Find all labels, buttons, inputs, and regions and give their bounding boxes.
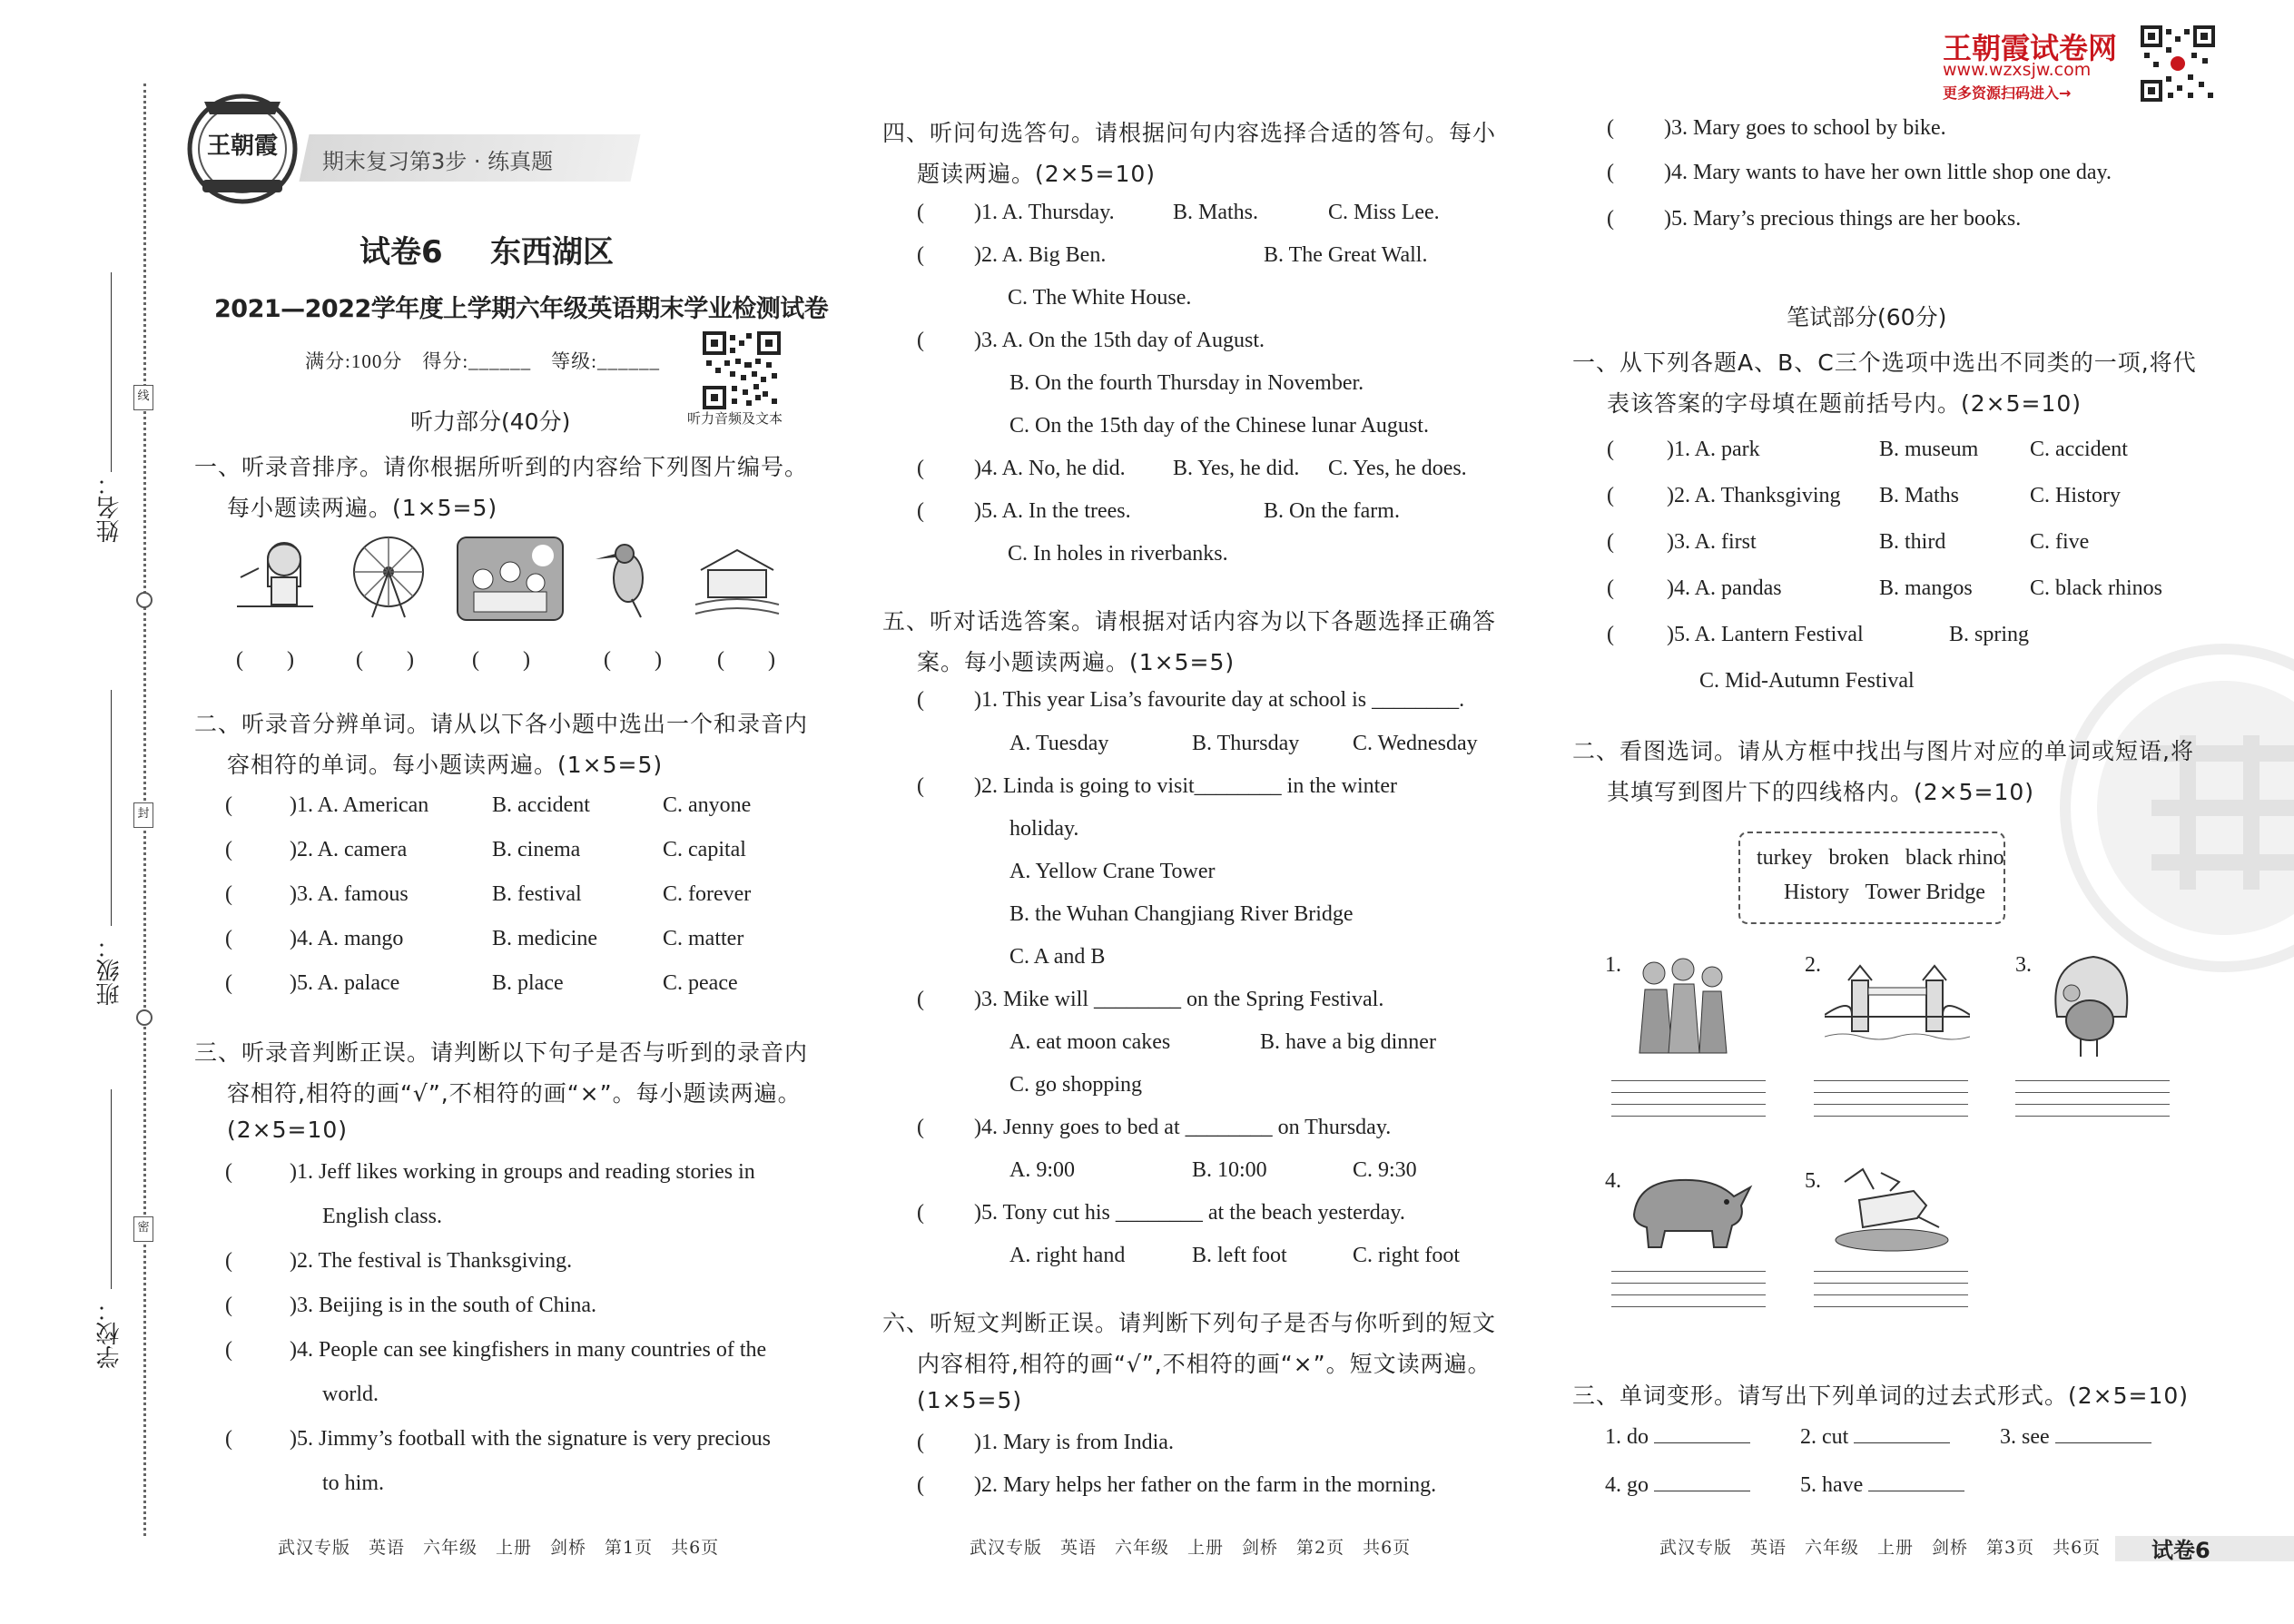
word-box-line-1: turkey broken black rhino (1757, 846, 2004, 870)
s3-item-3[interactable]: ( )3. Beijing is in the south of China. (225, 1294, 596, 1317)
binding-mark-seal: 封 (133, 802, 153, 828)
section3-title-3: (2×5=10) (227, 1117, 349, 1143)
watermark-icon (2052, 635, 2294, 980)
section3-title-2: 容相符,相符的画“√”,不相符的画“×”。每小题读两遍。 (227, 1080, 802, 1107)
s3-item-5[interactable]: ( )5. Jimmy’s football with the signature is very precious (225, 1427, 771, 1451)
w1-item-4[interactable]: ( )4. A. pandas B. mangos C. black rhinos (1607, 576, 2162, 600)
s3-item-5-cont: to him. (322, 1471, 385, 1495)
s5-item-4[interactable]: ( )4. Jenny goes to bed at ________ on Thursday. (917, 1116, 1392, 1139)
picture-turkey (2039, 944, 2139, 1062)
s5-item-2[interactable]: ( )2. Linda is going to visit________ in the winter (917, 774, 1397, 798)
binding-mark-secret: 密 (133, 1216, 153, 1242)
s2-item-4[interactable]: ( )4. A. mango B. medicine C. matter (225, 927, 744, 950)
school-label: 学校： (96, 1298, 123, 1369)
w3-item-1[interactable]: 1. do (1605, 1425, 1750, 1450)
s3-item-4[interactable]: ( )4. People can see kingfishers in many countries of the (225, 1338, 767, 1362)
section1-title-2: 每小题读两遍。(1×5=5) (227, 495, 498, 521)
s4-item-5[interactable]: ( )5. A. In the trees. B. On the farm. (917, 499, 1400, 523)
s5-item-2-a: A. Yellow Crane Tower (1009, 860, 1216, 883)
class-field[interactable] (111, 690, 112, 926)
picture-number-4: 4. (1605, 1169, 1621, 1193)
answer-blank[interactable]: ( ) (356, 648, 414, 672)
w1-item-3[interactable]: ( )3. A. first B. third C. five (1607, 530, 2090, 554)
s2-item-5[interactable]: ( )5. A. palace B. place C. peace (225, 971, 738, 995)
brand-subtext: 更多资源扫码进入→ (1943, 84, 2072, 102)
writing2-title: 二、看图选词。请从方框中找出与图片对应的单词或短语,将 (1572, 738, 2194, 764)
writing-lines-3[interactable] (2015, 1080, 2170, 1129)
picture-number-1: 1. (1605, 953, 1621, 977)
s5-item-2-c: C. A and B (1009, 945, 1106, 969)
district: 东西湖区 (490, 234, 614, 271)
s5-item-3-opts: A. eat moon cakes B. have a big dinner (1009, 1030, 1436, 1054)
name-field[interactable] (111, 272, 112, 472)
section4-title: 四、听问句选答句。请根据问句内容选择合适的答句。每小 (882, 120, 1497, 146)
s3-item-1[interactable]: ( )1. Jeff likes working in groups and reading stories in (225, 1160, 755, 1184)
writing-lines-1[interactable] (1611, 1080, 1766, 1129)
s5-item-1[interactable]: ( )1. This year Lisa’s favourite day at school is ________. (917, 688, 1465, 712)
answer-blank[interactable]: ( ) (604, 648, 662, 672)
qr-caption: 听力音频及文本 (687, 412, 783, 427)
picture-black-rhino (1625, 1160, 1757, 1251)
s5-item-2-cont: holiday. (1009, 817, 1079, 841)
answer-blank[interactable]: ( ) (717, 648, 775, 672)
writing3-title: 三、单词变形。请写出下列单词的过去式形式。(2×5=10) (1572, 1383, 2190, 1409)
binding-hole-icon (136, 592, 153, 608)
brand-name: 王朝霞试卷网 (1943, 31, 2118, 65)
s2-item-2[interactable]: ( )2. A. camera B. cinema C. capital (225, 838, 746, 861)
writing2-title-2: 其填写到图片下的四线格内。(2×5=10) (1607, 779, 2035, 805)
s5-item-2-b: B. the Wuhan Changjiang River Bridge (1009, 902, 1354, 926)
w1-item-1[interactable]: ( )1. A. park B. museum C. accident (1607, 438, 2128, 461)
writing1-title-2: 表该答案的字母填在题前括号内。(2×5=10) (1607, 390, 2082, 417)
picture-family-moon (456, 536, 565, 622)
qr-code-icon[interactable] (703, 331, 781, 409)
writing-lines-4[interactable] (1611, 1271, 1766, 1320)
listening-heading: 听力部分(40分) (410, 408, 571, 435)
s4-item-2-c: C. The White House. (1008, 286, 1192, 310)
footer-paper-tag: 试卷6 (2151, 1538, 2210, 1563)
s4-item-4[interactable]: ( )4. A. No, he did. B. Yes, he did. C. Yes, he does. (917, 457, 1467, 480)
section4-title-2: 题读两遍。(2×5=10) (917, 161, 1157, 187)
binding-mark-line: 线 (133, 385, 153, 410)
s3-item-2[interactable]: ( )2. The festival is Thanksgiving. (225, 1249, 573, 1273)
s5-item-4-opts: A. 9:00 B. 10:00 C. 9:30 (1009, 1158, 1417, 1182)
s5-item-3-c: C. go shopping (1009, 1073, 1143, 1097)
section5-title-2: 案。每小题读两遍。(1×5=5) (917, 649, 1236, 675)
s5-item-1-opts: A. Tuesday B. Thursday C. Wednesday (1009, 732, 1478, 755)
s5-item-3[interactable]: ( )3. Mike will ________ on the Spring Festival. (917, 988, 1384, 1011)
paper-number: 试卷6 (359, 234, 443, 271)
picture-number-5: 5. (1805, 1169, 1821, 1193)
picture-number-2: 2. (1805, 953, 1821, 977)
word-box-line-2: History Tower Bridge (1784, 881, 1985, 904)
logo-badge (186, 93, 299, 205)
s6-item-2[interactable]: ( )2. Mary helps her father on the farm in the morning. (917, 1473, 1437, 1497)
picture-broken-bottle (1826, 1164, 1958, 1255)
w1-item-5-c: C. Mid-Autumn Festival (1699, 669, 1915, 693)
picture-kingfisher (592, 537, 665, 619)
section6-title-2: 内容相符,相符的画“√”,不相符的画“×”。短文读两遍。 (917, 1351, 1492, 1377)
section5-title: 五、听对话选答案。请根据对话内容为以下各题选择正确答 (882, 608, 1497, 635)
brand-url[interactable]: www.wzxsjw.com (1943, 60, 2092, 80)
answer-blank[interactable]: ( ) (472, 648, 530, 672)
section1-title: 一、听录音排序。请你根据所听到的内容给下列图片编号。 (194, 454, 809, 480)
picture-tower-bridge (1825, 960, 1970, 1051)
s3-item-4-cont: world. (322, 1383, 379, 1406)
s6-item-4[interactable]: ( )4. Mary wants to have her own little shop one day. (1607, 161, 2112, 184)
w1-item-2[interactable]: ( )2. A. Thanksgiving B. Maths C. History (1607, 484, 2122, 507)
s6-item-3[interactable]: ( )3. Mary goes to school by bike. (1607, 116, 1946, 140)
s4-item-1[interactable]: ( )1. A. Thursday. B. Maths. C. Miss Lee. (917, 201, 1440, 224)
word-box (1738, 832, 2005, 924)
s4-item-2[interactable]: ( )2. A. Big Ben. B. The Great Wall. (917, 243, 1428, 267)
s4-item-3-c: C. On the 15th day of the Chinese lunar August. (1009, 414, 1429, 438)
w3-item-2[interactable]: 2. cut (1800, 1425, 1950, 1450)
footer-page-3: 武汉专版 英语 六年级 上册 剑桥 第3页 共6页 (1659, 1538, 2102, 1558)
section2-title: 二、听录音分辨单词。请从以下各小题中选出一个和录音内 (194, 711, 809, 737)
s5-item-5[interactable]: ( )5. Tony cut his ________ at the beach yesterday. (917, 1201, 1405, 1225)
logo-text: 王朝霞 (206, 133, 278, 160)
writing-heading: 笔试部分(60分) (1787, 304, 1947, 330)
footer-page-1: 武汉专版 英语 六年级 上册 剑桥 第1页 共6页 (278, 1538, 720, 1558)
w3-item-5[interactable]: 5. have (1800, 1473, 1964, 1498)
writing1-title: 一、从下列各题A、B、C三个选项中选出不同类的一项,将代 (1572, 349, 2197, 376)
picture-palace (692, 534, 783, 620)
footer-page-2: 武汉专版 英语 六年级 上册 剑桥 第2页 共6页 (970, 1538, 1412, 1558)
s2-item-1[interactable]: ( )1. A. American B. accident C. anyone (225, 793, 752, 817)
s4-item-3[interactable]: ( )3. A. On the 15th day of August. (917, 329, 1265, 352)
class-label: 班级： (96, 935, 123, 1006)
score-line: 满分:100分 得分:______ 等级:______ (305, 350, 661, 372)
binding-hole-icon (136, 1009, 153, 1026)
s6-item-5[interactable]: ( )5. Mary’s precious things are her books. (1607, 207, 2022, 231)
picture-pilgrims (1627, 953, 1736, 1062)
answer-blank[interactable]: ( ) (236, 648, 294, 672)
writing-lines-5[interactable] (1814, 1271, 1968, 1320)
w3-item-3[interactable]: 3. see (2000, 1425, 2151, 1450)
w3-item-4[interactable]: 4. go (1605, 1473, 1750, 1498)
s6-item-1[interactable]: ( )1. Mary is from India. (917, 1431, 1174, 1454)
picture-girl (231, 534, 318, 620)
picture-number-3: 3. (2015, 953, 2032, 977)
brand-qr-icon[interactable] (2141, 25, 2215, 102)
writing-lines-2[interactable] (1814, 1080, 1968, 1129)
s3-item-1-cont: English class. (322, 1205, 442, 1228)
section2-title-2: 容相符的单词。每小题读两遍。(1×5=5) (227, 752, 664, 778)
s5-item-5-opts: A. right hand B. left foot C. right foot (1009, 1244, 1460, 1267)
s2-item-3[interactable]: ( )3. A. famous B. festival C. forever (225, 882, 752, 906)
name-label: 姓名： (96, 472, 123, 543)
picture-ferris-wheel (345, 531, 431, 622)
s4-item-3-b: B. On the fourth Thursday in November. (1009, 371, 1364, 395)
w1-item-5[interactable]: ( )5. A. Lantern Festival B. spring (1607, 623, 2030, 646)
paper-subtitle: 2021—2022学年度上学期六年级英语期末学业检测试卷 (214, 295, 829, 323)
section3-title: 三、听录音判断正误。请判断以下句子是否与听到的录音内 (194, 1039, 809, 1066)
banner-text: 期末复习第3步 · 练真题 (322, 149, 554, 174)
school-field[interactable] (111, 1089, 112, 1289)
section6-title-3: (1×5=5) (917, 1387, 1023, 1413)
s4-item-5-c: C. In holes in riverbanks. (1008, 542, 1228, 566)
section6-title: 六、听短文判断正误。请判断下列句子是否与你听到的短文 (882, 1310, 1497, 1336)
